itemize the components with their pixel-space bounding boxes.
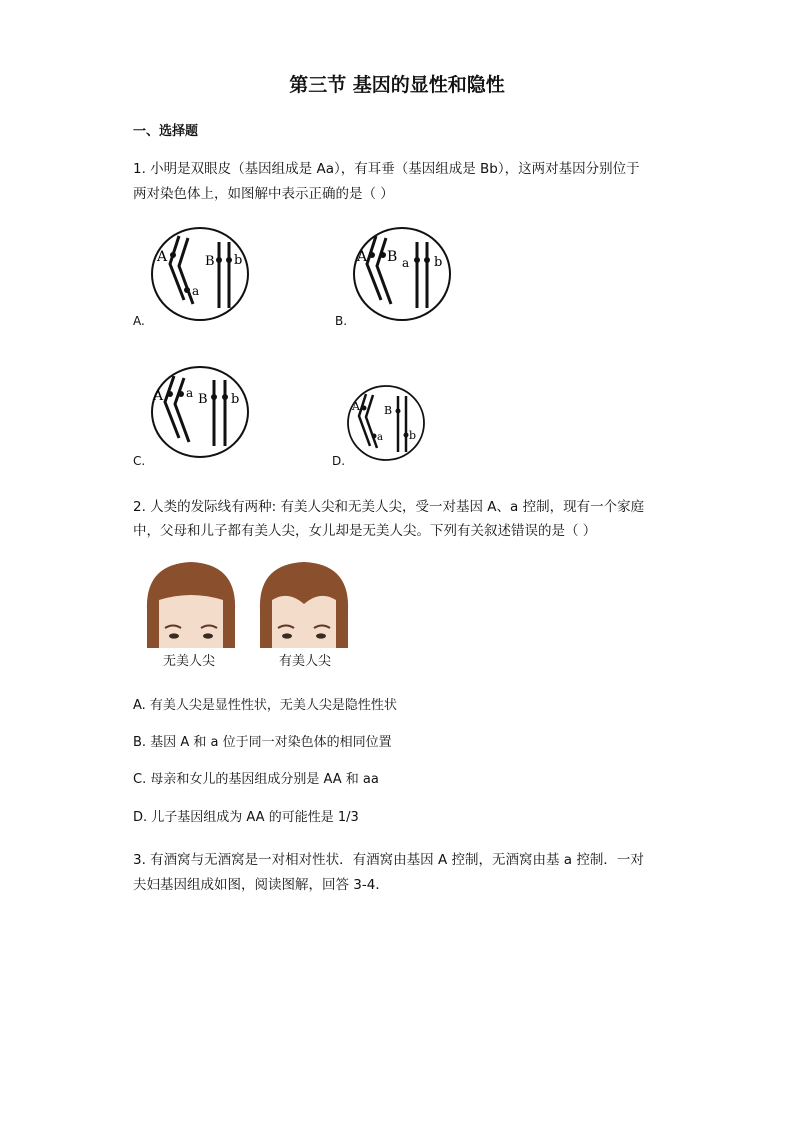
- figure-c-cell: [148, 364, 252, 460]
- option-d-label: D.: [332, 454, 346, 468]
- gene-label: a: [192, 284, 200, 298]
- face-widows-peak-image: [256, 560, 352, 648]
- gene-label: a: [186, 386, 194, 400]
- gene-label: B: [387, 249, 398, 265]
- gene-label: B: [205, 254, 215, 269]
- question-2-choice-b: B. 基因 A 和 a 位于同一对染色体的相同位置: [133, 735, 392, 750]
- gene-label: A: [357, 249, 368, 265]
- question-3-line-1: 3. 有酒窝与无酒窝是一对相对性状．有酒窝由基因 A 控制，无酒窝由基 a 控制．一对: [133, 852, 644, 868]
- option-c-label: C.: [133, 454, 146, 468]
- question-1-line-2: 两对染色体上，如图解中表示正确的是（ ）: [133, 186, 394, 202]
- gene-label: A: [153, 388, 164, 404]
- gene-label: b: [234, 253, 243, 268]
- question-2-choice-a: A. 有美人尖是显性性状，无美人尖是隐性性状: [133, 698, 397, 713]
- question-3-line-2: 夫妇基因组成如图，阅读图解，回答 3-4．: [133, 877, 389, 893]
- gene-label: B: [198, 392, 208, 407]
- gene-label: a: [402, 256, 410, 270]
- question-2-line-2: 中，父母和儿子都有美人尖，女儿却是无美人尖。下列有关叙述错误的是（ ）: [133, 523, 597, 539]
- gene-label: a: [377, 432, 383, 443]
- option-b-label: B.: [335, 314, 348, 328]
- question-2-choice-d: D. 儿子基因组成为 AA 的可能性是 1/3: [133, 810, 359, 825]
- page-title: 第三节 基因的显性和隐性: [289, 74, 505, 96]
- gene-label: A: [352, 400, 360, 413]
- option-a-label: A.: [133, 314, 145, 328]
- caption-no-widows-peak: 无美人尖: [163, 654, 216, 669]
- gene-label: b: [231, 392, 240, 407]
- gene-label: B: [384, 404, 393, 417]
- face-no-widows-peak-image: [143, 560, 239, 648]
- section-heading: 一、选择题: [133, 124, 199, 139]
- figure-b-cell: [352, 224, 456, 324]
- question-2-line-1: 2. 人类的发际线有两种: 有美人尖和无美人尖，受一对基因 A、a 控制，现有一个家庭: [133, 499, 645, 515]
- gene-label: A: [157, 249, 168, 265]
- question-1-line-1: 1. 小明是双眼皮（基因组成是 Aa），有耳垂（基因组成是 Bb），这两对基因分别位于: [133, 161, 640, 177]
- figure-a-cell: [148, 224, 252, 324]
- caption-widows-peak: 有美人尖: [279, 654, 332, 669]
- gene-label: b: [409, 429, 417, 442]
- gene-label: b: [434, 255, 443, 270]
- question-2-choice-c: C. 母亲和女儿的基因组成分别是 AA 和 aa: [133, 772, 379, 787]
- figure-d-cell: [346, 384, 426, 462]
